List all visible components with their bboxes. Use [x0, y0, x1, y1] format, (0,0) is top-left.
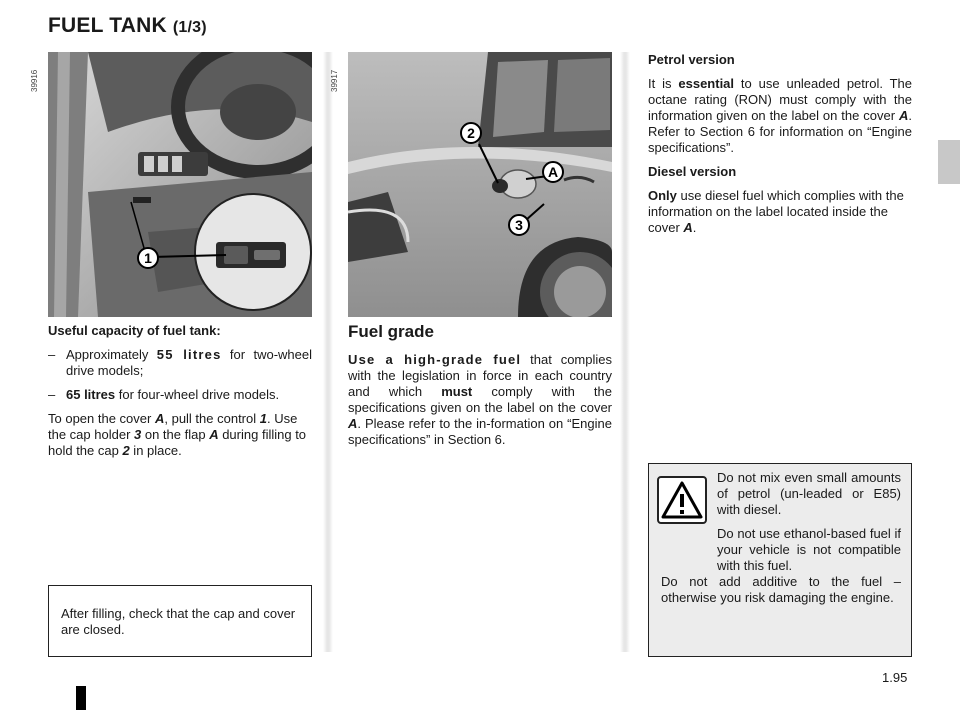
page-title: FUEL TANK (1/3) [48, 14, 207, 37]
note-text: After filling, check that the cap and cover are closed. [61, 606, 296, 637]
opening-instructions: To open the cover A, pull the control 1. Use the cap holder 3 on the flap A during filling to hold the cap 2 in place. [48, 411, 307, 458]
left-column [48, 323, 312, 467]
note-box [48, 585, 312, 657]
warning-line-2: Do not use ethanol-based fuel if your vehicle is not compatible with this fuel. [717, 526, 901, 573]
dashboard-illustration [48, 52, 312, 317]
page-number: 1.95 [882, 670, 908, 685]
image-ref-middle: 39917 [330, 69, 339, 92]
dashboard-photo [48, 52, 312, 317]
column-divider [323, 52, 333, 652]
right-column [648, 52, 912, 244]
middle-column [348, 322, 612, 456]
car-illustration [348, 52, 612, 317]
callout-2 [461, 123, 481, 143]
list-item: – Approximately 55 litres for two-wheel drive models; [48, 347, 312, 378]
section-heading: Fuel grade [348, 322, 434, 341]
diesel-text: Only use diesel fuel which complies with the information on the label located inside the cover A. [648, 188, 904, 235]
capacity-heading: Useful capacity of fuel tank: [48, 323, 221, 338]
section-tab [938, 140, 960, 184]
warning-line-1: Do not mix even small amounts of petrol (un-leaded or E85) with diesel. [717, 470, 901, 517]
fuel-flap-photo [348, 52, 612, 317]
warning-line-3: Do not add additive to the fuel – otherwise you risk damaging the engine. [661, 574, 901, 605]
warning-triangle-icon [657, 476, 707, 524]
petrol-text: It is essential to use unleaded petrol. The octane rating (RON) must comply with the information given on the label on the cover A. Refer to Section 6 for information on “Engine specifications”. [648, 76, 913, 155]
callout-1 [138, 248, 158, 268]
svg-text:A: A [547, 164, 559, 180]
crop-mark [76, 686, 86, 710]
page-part: (1/3) [172, 19, 207, 36]
column-divider [620, 52, 630, 652]
warning-box [648, 463, 912, 657]
image-ref-left: 39916 [30, 69, 39, 92]
warning-lines [661, 526, 901, 606]
list-item: – 65 litres for four-wheel drive models. [48, 387, 280, 402]
svg-text:3: 3 [515, 217, 523, 233]
callout-3 [509, 215, 529, 235]
callout-A [543, 162, 563, 182]
fuel-grade-text: Use a high-grade fuel that complies with the legislation in force in each country and which must comply with the specifications given on the label on the cover A. Please refer to the in-formation on “Engine specifications” in Section 6. [348, 352, 612, 447]
diesel-heading: Diesel version [648, 164, 737, 179]
svg-text:1: 1 [144, 250, 152, 266]
svg-text:2: 2 [467, 125, 475, 141]
petrol-heading: Petrol version [648, 52, 735, 67]
